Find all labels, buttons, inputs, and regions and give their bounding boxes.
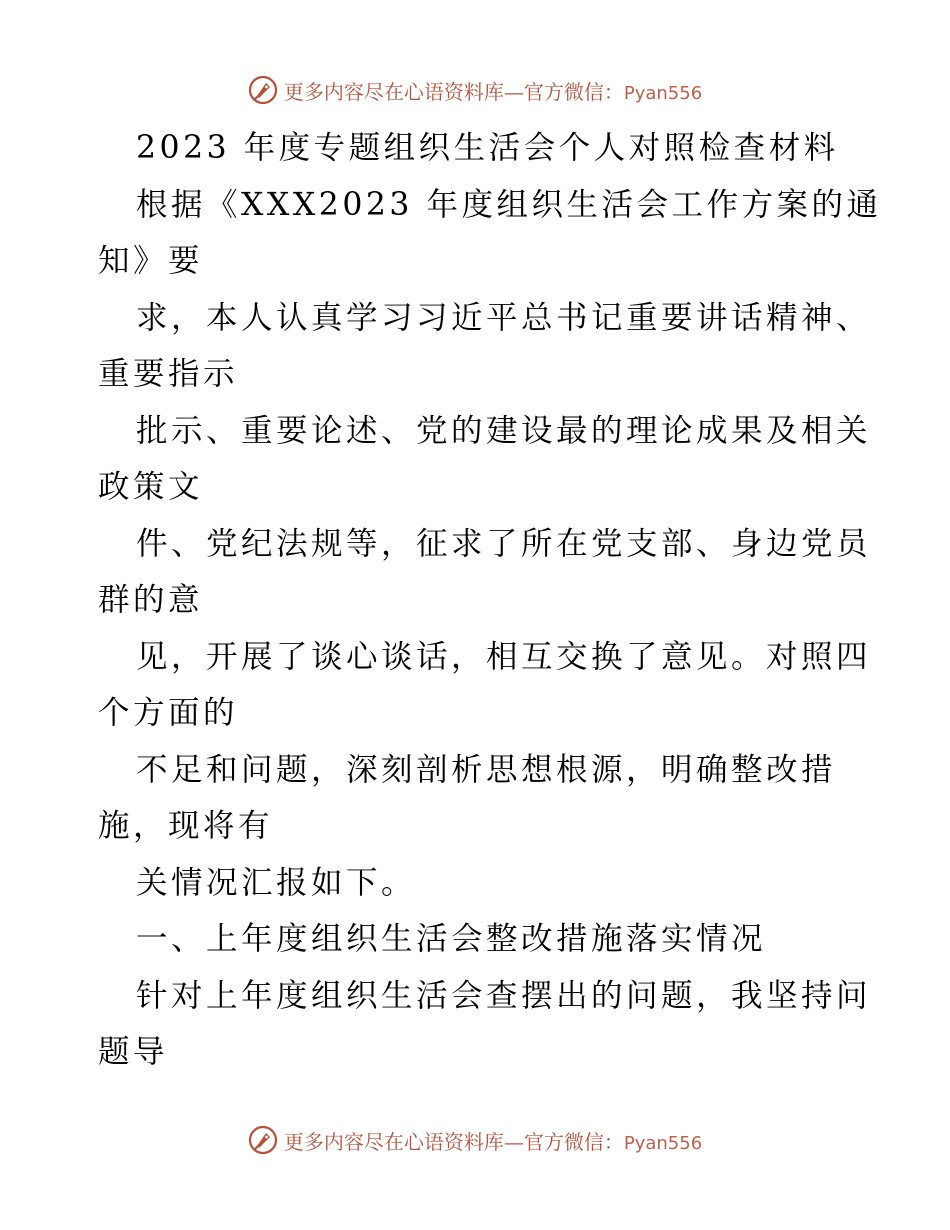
paragraph-line: 见，开展了谈心谈话，相互交换了意见。对照四 xyxy=(136,638,872,675)
banner-label: 更多内容尽在心语资料库—官方微信： xyxy=(283,1129,624,1154)
paragraph-line: 个方面的 xyxy=(98,695,239,731)
wechat-id: Pyan556 xyxy=(623,82,703,104)
paragraph-line: 批示、重要论述、党的建设最的理论成果及相关 xyxy=(136,412,872,449)
paragraph-line: 政策文 xyxy=(98,469,204,505)
paragraph-line: 群的意 xyxy=(98,582,204,618)
paragraph-line: 施，现将有 xyxy=(98,808,274,844)
paragraph-line: 不足和问题，深刻剖析思想根源，明确整改措 xyxy=(136,751,837,788)
paragraph-line: 关情况汇报如下。 xyxy=(136,864,417,901)
paragraph-line: 重要指示 xyxy=(98,356,239,392)
document-body xyxy=(98,120,882,1081)
paragraph-line: 求，本人认真学习习近平总书记重要讲话精神、 xyxy=(136,299,872,336)
section-heading: 一、上年度组织生活会整改措施落实情况 xyxy=(136,921,767,957)
paragraph-line: 根据《XXX2023 年度组织生活会工作方案的通 xyxy=(136,186,882,223)
wechat-id: Pyan556 xyxy=(623,1132,703,1154)
pen-nib-logo-icon xyxy=(248,75,278,105)
paragraph-line: 件、党纪法规等，征求了所在党支部、身边党员 xyxy=(136,525,872,562)
footer-banner xyxy=(0,1120,950,1160)
banner-text xyxy=(284,76,702,105)
banner-text xyxy=(284,1126,702,1155)
document-title: 2023 年度专题组织生活会个人对照检查材料 xyxy=(136,130,839,166)
banner-label: 更多内容尽在心语资料库—官方微信： xyxy=(283,79,624,104)
paragraph-line: 针对上年度组织生活会查摆出的问题，我坚持问 xyxy=(136,977,872,1014)
paragraph-line: 知》要 xyxy=(98,243,204,279)
header-banner xyxy=(0,70,950,110)
paragraph-line: 题导 xyxy=(98,1034,169,1070)
pen-nib-logo-icon xyxy=(248,1125,278,1155)
